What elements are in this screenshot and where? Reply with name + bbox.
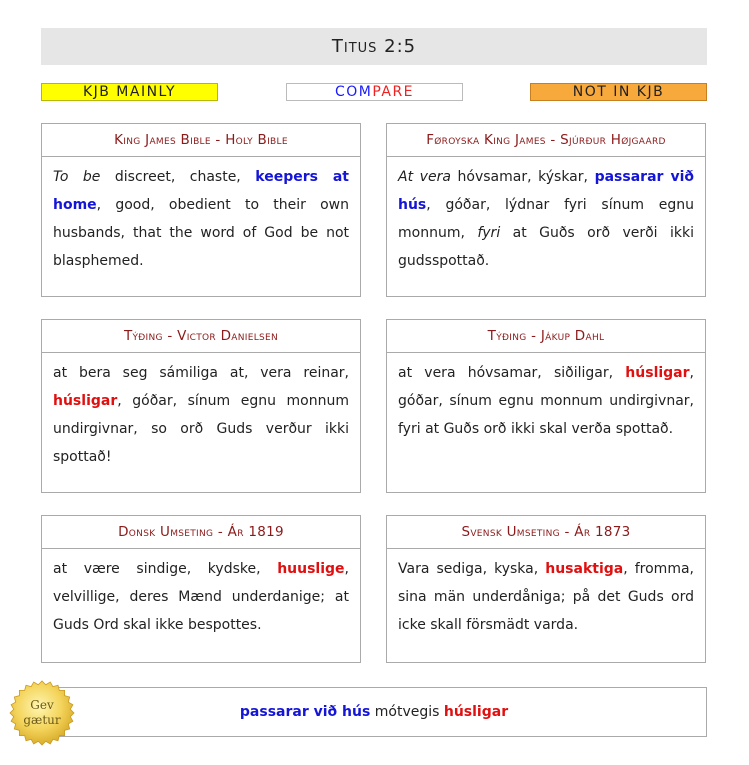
highlight-alt-phrase: husaktiga: [545, 561, 624, 577]
card-verse-text: [42, 549, 360, 647]
translation-card-danielsen: [41, 319, 361, 493]
verse-text-segment: , velvillige, deres Mænd underdanige; at Guds Ord skal ikke bespottes.: [53, 561, 349, 633]
verse-text-segment: discreet, chaste,: [100, 169, 256, 185]
card-verse-text: [387, 157, 705, 283]
card-verse-text: [42, 353, 360, 479]
translation-card-kjv: [41, 123, 361, 297]
card-verse-text: [387, 549, 705, 647]
card-heading: Týðing - Victor Danielsen: [42, 320, 360, 353]
verse-text-segment: , góðar, sínum egnu monnum undirgivnar, so orð Guds verður ikki spottað!: [53, 393, 349, 465]
summary-kjb-phrase: passarar við hús: [239, 704, 371, 720]
verse-text-segment: , good, obedient to their own husbands, that the word of God be not blasphemed.: [53, 197, 349, 269]
translation-card-danish-1819: [41, 515, 361, 663]
verse-text-segment: , fromma, sina män underdåniga; på det Guds ord icke skall försmädt varda.: [398, 561, 694, 633]
translation-card-foroyska-kj: [386, 123, 706, 297]
highlight-kjb-phrase: passarar við hús: [398, 169, 694, 213]
verse-text-segment: , góðar, sínum egnu monnum undirgivnar, fyri at Guðs orð ikki skal verða spottað.: [398, 365, 694, 437]
not-in-kjb-button[interactable]: NOT IN KJB: [530, 83, 707, 101]
kjb-mainly-button[interactable]: KJB MAINLY: [41, 83, 218, 101]
verse-text-segment: hóvsamar, kýskar,: [450, 169, 595, 185]
comparison-summary: [41, 687, 707, 737]
card-heading: Donsk Umseting - Ár 1819: [42, 516, 360, 549]
seal-label-line-2: gætur: [23, 713, 61, 727]
compare-label-part-2: PARE: [372, 84, 415, 100]
seal-label: [9, 680, 75, 746]
italic-supplied-word: At vera: [398, 169, 451, 185]
seal-label-line-1: Gev: [30, 698, 54, 712]
verse-text-segment: Vara sediga, kyska,: [398, 561, 546, 577]
compare-label-part-1: COM: [334, 84, 373, 100]
summary-alt-phrase: húsligar: [443, 704, 509, 720]
card-heading: Svensk Umseting - Ár 1873: [387, 516, 705, 549]
verse-text-segment: at vera hóvsamar, siðiligar,: [398, 365, 626, 381]
italic-supplied-word: To be: [53, 169, 101, 185]
highlight-alt-phrase: húsligar: [53, 393, 118, 409]
card-heading: King James Bible - Holy Bible: [42, 124, 360, 157]
translation-card-swedish-1873: [386, 515, 706, 663]
highlight-kjb-phrase: keepers at home: [53, 169, 350, 213]
verse-text-segment: , góðar, lýdnar fyri sínum egnu monnum,: [398, 197, 694, 241]
card-verse-text: [387, 353, 705, 451]
card-heading: Týðing - Jákup Dahl: [387, 320, 705, 353]
summary-connector: mótvegis: [370, 704, 444, 720]
card-verse-text: [42, 157, 360, 283]
compare-button[interactable]: [286, 83, 463, 101]
highlight-alt-phrase: húsligar: [625, 365, 690, 381]
italic-supplied-word: fyri: [477, 225, 501, 241]
card-heading: Føroyska King James - Sjúrður Højgaard: [387, 124, 705, 157]
verse-text-segment: at bera seg sámiliga at, vera reinar,: [53, 365, 349, 381]
translation-card-dahl: [386, 319, 706, 493]
highlight-alt-phrase: huuslige: [277, 561, 345, 577]
verse-text-segment: at være sindige, kydske,: [53, 561, 278, 577]
verse-text-segment: at Guðs orð verði ikki gudsspottað.: [398, 225, 694, 269]
page-title: Titus 2:5: [41, 28, 707, 65]
